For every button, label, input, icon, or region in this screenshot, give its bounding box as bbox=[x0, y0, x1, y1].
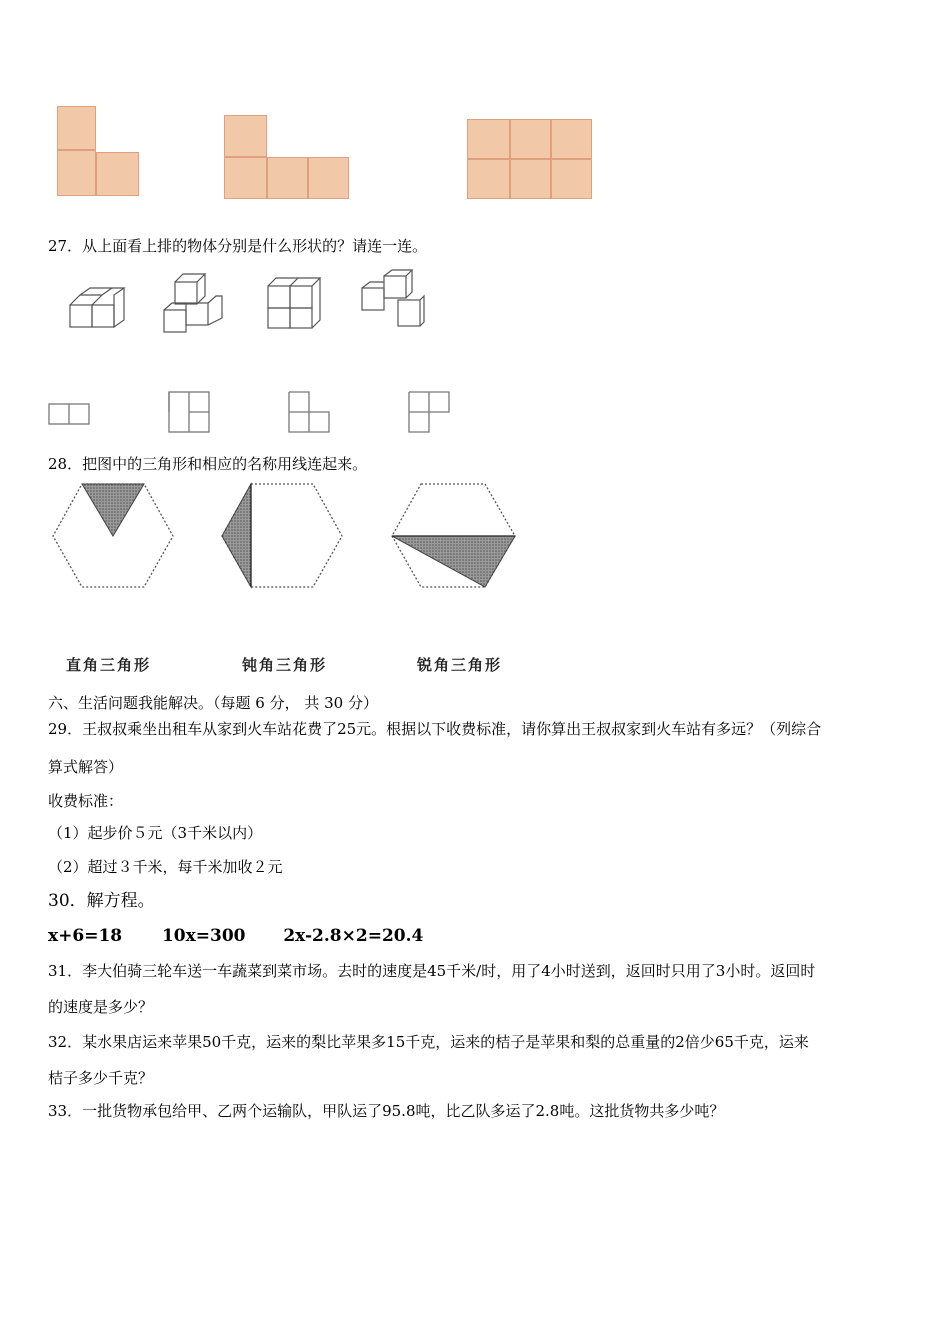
hexagon-1 bbox=[53, 484, 173, 587]
question-28: 28．把图中的三角形和相应的名称用线连起来。 bbox=[48, 455, 368, 473]
square bbox=[510, 119, 551, 159]
square bbox=[467, 159, 510, 199]
question-32-line-1: 32．某水果店运来苹果50千克，运来的梨比苹果多15千克，运来的桔子是苹果和梨的总重量的2倍少65千克，运来 bbox=[48, 1033, 809, 1051]
equations bbox=[48, 926, 423, 946]
hexagon-figures bbox=[45, 478, 535, 593]
square bbox=[551, 159, 592, 199]
question-31-line-2: 的速度是多少？ bbox=[48, 998, 154, 1016]
cube-figure-4 bbox=[362, 270, 424, 326]
question-32-line-2: 桔子多少千克？ bbox=[48, 1069, 154, 1087]
question-29-line-1: 29．王叔叔乘坐出租车从家到火车站花费了25元。根据以下收费标准，请你算出王叔叔家到火车站有多远？（列综合 bbox=[48, 720, 822, 738]
equation-3: 2x-2.8×2=20.4 bbox=[283, 926, 424, 946]
equation-2: 10x=300 bbox=[161, 926, 246, 946]
cube-figures-row bbox=[60, 268, 440, 338]
fee-rule-2: （2）超过３千米，每千米加收２元 bbox=[48, 858, 283, 876]
square bbox=[510, 159, 551, 199]
square bbox=[467, 119, 510, 159]
hexagon-2 bbox=[222, 484, 342, 587]
fee-standard-title: 收费标准： bbox=[48, 792, 124, 810]
cube-figure-1 bbox=[70, 288, 124, 327]
square bbox=[308, 157, 349, 199]
square bbox=[224, 157, 267, 199]
question-27: 27．从上面看上排的物体分别是什么形状的？请连一连。 bbox=[48, 237, 428, 255]
label-right-triangle: 直角三角形 bbox=[66, 656, 152, 674]
top-view-1 bbox=[49, 404, 89, 424]
square bbox=[267, 157, 308, 199]
top-view-2 bbox=[169, 392, 209, 432]
top-view-3 bbox=[289, 392, 329, 432]
question-33: 33．一批货物承包给甲、乙两个运输队，甲队运了95.8吨，比乙队多运了2.8吨。这批货物共多少吨？ bbox=[48, 1102, 725, 1120]
section-6-title: 六、生活问题我能解决。（每题 6 分， 共 30 分） bbox=[48, 694, 378, 712]
question-30: 30．解方程。 bbox=[48, 891, 155, 911]
cube-figure-2 bbox=[164, 274, 222, 332]
square bbox=[551, 119, 592, 159]
question-29-line-2: 算式解答） bbox=[48, 758, 124, 776]
top-view-row bbox=[45, 388, 465, 438]
cube-figure-3 bbox=[268, 278, 320, 328]
square bbox=[57, 106, 96, 150]
question-31-line-1: 31．李大伯骑三轮车送一车蔬菜到菜市场。去时的速度是45千米/时，用了4小时送到，返回时只用了3小时。返回时 bbox=[48, 962, 816, 980]
fee-rule-1: （1）起步价５元（3千米以内） bbox=[48, 824, 263, 842]
square bbox=[96, 152, 139, 196]
hexagon-3 bbox=[392, 484, 515, 587]
label-acute-triangle: 锐角三角形 bbox=[417, 656, 503, 674]
square bbox=[57, 150, 96, 196]
equation-1: x+6=18 bbox=[48, 926, 123, 946]
label-obtuse-triangle: 钝角三角形 bbox=[242, 656, 328, 674]
square bbox=[224, 115, 267, 157]
top-view-4 bbox=[409, 392, 449, 432]
